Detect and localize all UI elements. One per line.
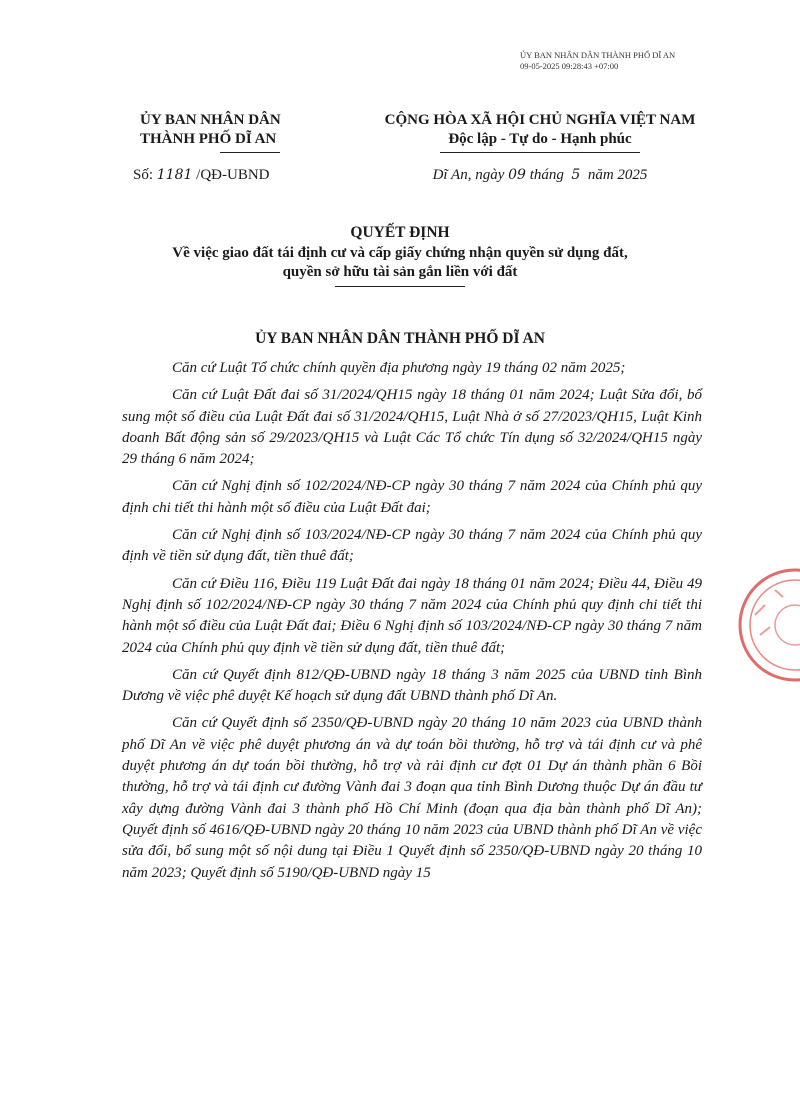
red-seal-icon — [735, 565, 800, 685]
subject-underline — [335, 286, 465, 287]
legal-basis-paragraph: Căn cứ Nghị định số 102/2024/NĐ-CP ngày 30 tháng 7 năm 2024 của Chính phủ quy định chi tiết thi hành một số điều của Luật Đất đai; — [122, 478, 702, 516]
legal-basis-paragraph: Căn cứ Điều 116, Điều 119 Luật Đất đai ngày 18 tháng 01 năm 2024; Điều 44, Điều 49 Nghị định số 102/2024/NĐ-CP ngày 30 tháng 7 năm 2024 của Chính phủ quy định chi tiết thi hành một số điều của Luật Đất đai; Điều 6 Nghị định số 103/2024/NĐ-CP ngày 30 tháng 7 năm 2024 của Chính phủ quy định về tiền sử dụng đất, tiền thuê đất; — [122, 575, 702, 656]
nation-title: CỘNG HÒA XÃ HỘI CHỦ NGHĨA VIỆT NAM — [384, 112, 696, 128]
issue-date — [360, 167, 720, 184]
legal-basis-paragraph: Căn cứ Quyết định 812/QĐ-UBND ngày 18 tháng 3 năm 2025 của UBND tỉnh Bình Dương về việc phê duyệt Kế hoạch sử dụng đất UBND thành phố Dĩ An. — [122, 666, 702, 705]
digital-signature — [520, 50, 790, 72]
national-motto: Độc lập - Tự do - Hạnh phúc — [448, 131, 632, 147]
legal-basis-paragraph: Căn cứ Nghị định số 103/2024/NĐ-CP ngày 30 tháng 7 năm 2024 của Chính phủ quy định về tiền sử dụng đất, tiền thuê đất; — [122, 527, 702, 565]
motto-underline — [440, 152, 640, 153]
date-day-handwritten: 09 — [508, 167, 526, 183]
org-name-line1: ỦY BAN NHÂN DÂN — [140, 112, 281, 128]
org-name-line2: THÀNH PHỐ DĨ AN — [140, 131, 277, 147]
signature-signer: ỦY BAN NHÂN DÂN THÀNH PHỐ DĨ AN — [520, 50, 676, 60]
org-underline — [220, 152, 280, 153]
date-prefix: Dĩ An, ngày — [432, 167, 505, 183]
date-month-handwritten: 5 — [571, 167, 581, 183]
document-body — [122, 358, 702, 890]
document-number — [105, 167, 355, 184]
document-type: QUYẾT ĐỊNH — [350, 224, 450, 241]
legal-basis-paragraph: Căn cứ Luật Tổ chức chính quyền địa phương ngày 19 tháng 02 năm 2025; — [172, 360, 626, 376]
date-month-label: tháng — [529, 167, 564, 183]
date-year: năm 2025 — [587, 167, 648, 183]
signature-timestamp: 09-05-2025 09:28:43 +07:00 — [520, 61, 619, 71]
decision-authority: ỦY BAN NHÂN DÂN THÀNH PHỐ DĨ AN — [255, 330, 545, 347]
legal-basis-paragraph: Căn cứ Luật Đất đai số 31/2024/QH15 ngày 18 tháng 01 năm 2024; Luật Sửa đổi, bổ sung một số điều của Luật Đất đai số 31/2024/QH15, Luật Nhà ở số 27/2023/QH15, Luật Kinh doanh Bất động sản số 29/2023/QH15 và Luật Các Tổ chức Tín dụng số 32/2024/QH15 ngày 29 tháng 6 năm 2024; — [122, 387, 702, 468]
document-title-block — [120, 222, 680, 287]
document-subject-line2: quyền sở hữu tài sản gắn liền với đất — [282, 264, 518, 280]
issuing-authority-block — [105, 111, 355, 184]
legal-basis-paragraph: Căn cứ Quyết định số 2350/QĐ-UBND ngày 20 tháng 10 năm 2023 của UBND thành phố Dĩ An về việc phê duyệt phương án và dự toán bồi thường, hỗ trợ và tái định cư và phê duyệt phương án dự toán bồi thường, hỗ trợ và rải định cư đợt 01 Dự án thành phần 6 Bồi thường, hỗ trợ và tái định cư đường Vành đai 3 đoạn qua tỉnh Bình Dương thuộc Dự án đầu tư xây dựng đường Vành đai 3 thành phố Hồ Chí Minh (đoạn qua địa bàn thành phố Dĩ An); Quyết định số 4616/QĐ-UBND ngày 20 tháng 10 năm 2023 của UBND thành phố Dĩ An về việc sửa đổi, bổ sung một số nội dung tại Điều 1 Quyết định số 2350/QĐ-UBND ngày 20 tháng 10 năm 2023; Quyết định số 5190/QĐ-UBND ngày 15 — [122, 715, 702, 881]
document-number-handwritten: 1181 — [156, 167, 193, 183]
national-header-block — [360, 111, 720, 184]
document-subject-line1: Về việc giao đất tái định cư và cấp giấy chứng nhận quyền sử dụng đất, — [172, 245, 628, 261]
document-number-label: Số: — [133, 167, 154, 183]
document-number-suffix: /QĐ-UBND — [196, 167, 270, 183]
